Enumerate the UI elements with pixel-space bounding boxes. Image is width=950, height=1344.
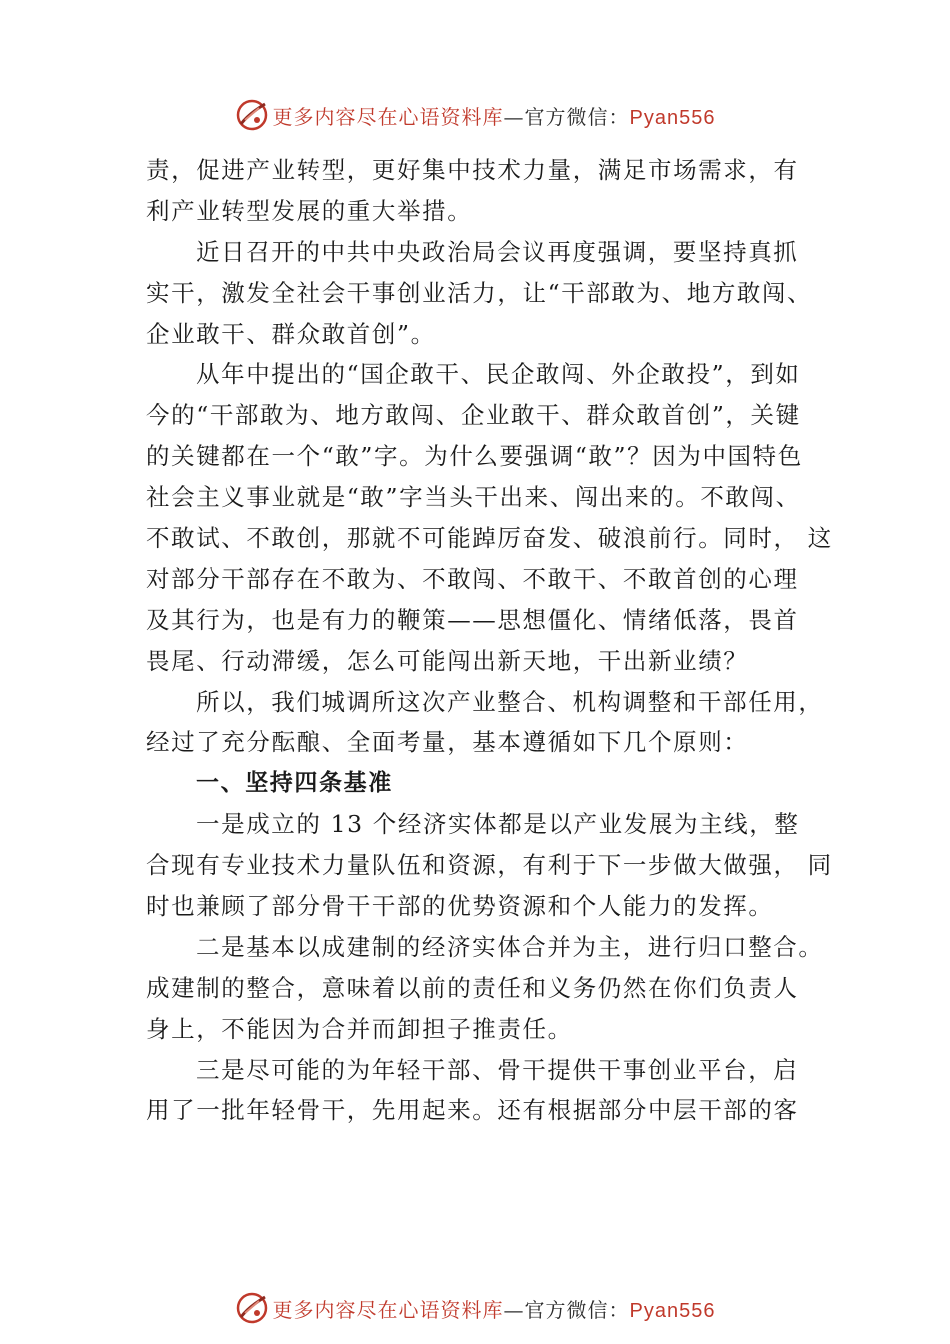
text-line: 二是基本以成建制的经济实体合并为主，进行归口整合。 (196, 932, 824, 961)
footer-banner (0, 1288, 950, 1328)
text-line: 今的“干部敢为、地方敢闯、企业敢干、群众敢首创”，关键 (146, 401, 801, 430)
text-line: 对部分干部存在不敢为、不敢闯、不敢干、不敢首创的心理 (146, 564, 799, 593)
text-line: 实干，激发全社会干事创业活力，让“干部敢为、地方敢闯、 (146, 278, 813, 307)
banner-account: Pyan556 (629, 106, 716, 129)
text-line: 的关键都在一个“敢”字。为什么要强调“敢”？因为中国特色 (146, 442, 803, 471)
text-line: 企业敢干、群众敢首创”。 (146, 319, 436, 348)
logo-icon (235, 98, 269, 132)
text-line: 身上，不能因为合并而卸担子推责任。 (146, 1014, 573, 1043)
text-line: 成建制的整合，意味着以前的责任和义务仍然在你们负责人 (146, 973, 799, 1002)
logo-icon (235, 1291, 269, 1325)
banner-brand: 更多内容尽在心语资料库 (272, 104, 504, 129)
banner-separator: — (503, 104, 525, 129)
banner-label: 官方微信： (524, 104, 630, 129)
text-line: 一是成立的 13 个经济实体都是以产业发展为主线，整 (196, 810, 800, 839)
banner-account: Pyan556 (629, 1299, 716, 1322)
banner-label: 官方微信： (524, 1297, 630, 1322)
banner-brand: 更多内容尽在心语资料库 (272, 1297, 504, 1322)
text-line: 合现有专业技术力量队伍和资源，有利于下一步做大做强， 同 (146, 851, 833, 880)
text-line: 所以，我们城调所这次产业整合、机构调整和干部任用， (196, 687, 824, 716)
banner-separator: — (503, 1297, 525, 1322)
text-line: 经过了充分酝酿、全面考量，基本遵循如下几个原则： (146, 728, 749, 757)
text-line: 责，促进产业转型，更好集中技术力量，满足市场需求，有 (146, 156, 799, 184)
text-line: 从年中提出的“国企敢干、民企敢闯、外企敢投”，到如 (196, 360, 801, 389)
header-banner (0, 95, 950, 135)
document-body (146, 150, 833, 1131)
section-heading: 一、坚持四条基准 (196, 770, 393, 797)
text-line: 社会主义事业就是“敢”字当头干出来、闯出来的。不敢闯、 (146, 483, 801, 512)
text-line: 畏尾、行动滞缓，怎么可能闯出新天地，干出新业绩？ (146, 646, 749, 675)
text-line: 用了一批年轻骨干，先用起来。还有根据部分中层干部的客 (146, 1096, 799, 1125)
text-line: 及其行为，也是有力的鞭策——思想僵化、情绪低落，畏首 (146, 605, 799, 634)
text-line: 不敢试、不敢创，那就不可能踔厉奋发、破浪前行。同时， 这 (146, 524, 833, 553)
text-line: 近日召开的中共中央政治局会议再度强调，要坚持真抓 (196, 237, 799, 266)
text-line: 利产业转型发展的重大举措。 (146, 196, 473, 225)
text-line: 时也兼顾了部分骨干干部的优势资源和个人能力的发挥。 (146, 892, 774, 921)
text-line: 三是尽可能的为年轻干部、骨干提供干事创业平台，启 (196, 1055, 799, 1084)
